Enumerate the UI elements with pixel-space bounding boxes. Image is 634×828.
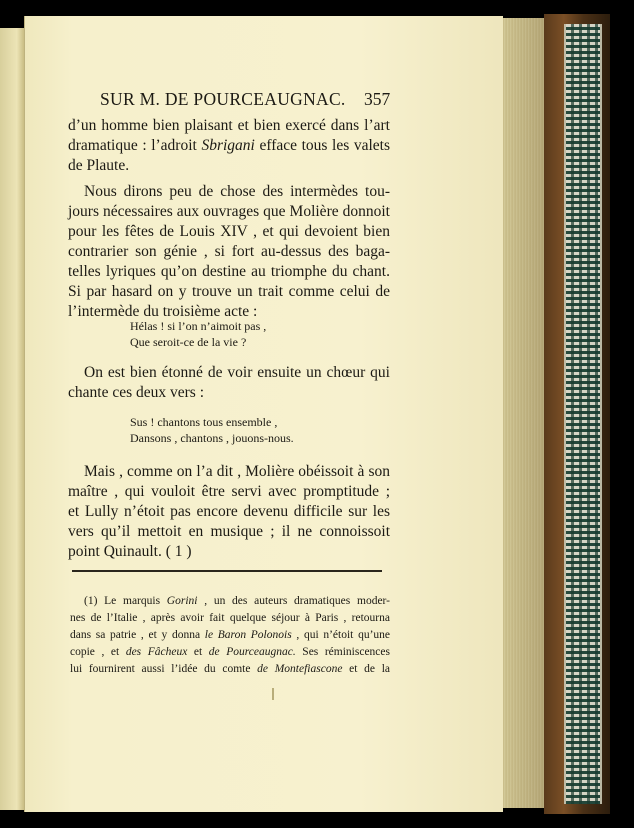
paragraph-line: telles lyriques qu’on destine au triomphe du chant. (68, 263, 390, 280)
paragraph-line: Nous dirons peu de chose des intermèdes tou- (84, 183, 390, 200)
footnote-rule (72, 570, 382, 572)
footnote-italic: de Montefiascone (257, 663, 343, 675)
footnote-text: Ses réminiscences (295, 646, 390, 658)
footnote-text: dans sa patrie , et y donna (70, 629, 205, 641)
paragraph-line: de Plaute. (68, 157, 130, 174)
paper-blemish (272, 688, 274, 700)
greek-key-border-ornament (564, 24, 602, 804)
verse-line: Hélas ! si l’on n’aimoit pas , (130, 319, 267, 333)
paragraph-line: On est bien étonné de voir ensuite un chœur qui (84, 364, 390, 381)
footnote-text: et (187, 646, 209, 658)
paragraph-line: d’un homme bien plaisant et bien exercé dans l’art (68, 117, 390, 134)
page-block-edges (500, 18, 547, 808)
paragraph-line: Mais , comme on l’a dit , Molière obéissoit à son (84, 463, 390, 480)
paragraph-line: jours nécessaires aux ouvrages que Molière donnoit (68, 203, 390, 220)
footnote-text: lui fournirent aussi l’idée du comte (70, 663, 258, 675)
paragraph-line: et Lully n’étoit pas encore devenu difficile sur les (68, 503, 390, 520)
footnote-line (70, 661, 390, 678)
paragraph-line: chante ces deux vers : (68, 384, 204, 401)
footnote-line (70, 627, 390, 644)
footnote-italic: Gorini (166, 595, 198, 607)
verse-line: Sus ! chantons tous ensemble , (130, 415, 278, 429)
verse-line: Dansons , chantons , jouons-nous. (130, 431, 294, 445)
footnote-line (70, 644, 390, 661)
paragraph-line: maître , qui vouloit être servi avec promptitude ; (68, 483, 390, 500)
paragraph-line: pour les fêtes de Louis XIV , et qui devoient bien (68, 223, 390, 240)
paragraph-line: l’intermède du troisième acte : (68, 303, 258, 320)
paragraph-line: vers qu’il mettoit en musique ; il ne connoissoit (68, 523, 390, 540)
verse-line: Que seroit-ce de la vie ? (130, 335, 247, 349)
footnote-text: , qui n’étoit qu’une (291, 629, 391, 641)
footnote-italic: des Fâcheux (125, 646, 188, 658)
book-cover-spine (544, 14, 610, 814)
footnote-italic: de Pourceaugnac. (208, 646, 296, 658)
paragraph-line: point Quinault. ( 1 ) (68, 543, 192, 560)
running-head: SUR M. DE POURCEAUGNAC. (100, 89, 346, 109)
paragraph-line: Si par hasard on y trouve un trait comme celui de (68, 283, 390, 300)
facing-page-edge (0, 28, 25, 810)
footnote-text: , un des auteurs dramatiques moder- (197, 595, 390, 607)
paragraph-line-text: dramatique : l’adroit Sbrigani efface tous les valets (68, 137, 390, 154)
paragraph-line: contrarier son génie , si fort au-dessus des baga- (68, 243, 390, 260)
footnote-line: nes de l’Italie , après avoir fait quelque séjour à Paris , retourna (70, 612, 390, 624)
footnote-text: (1) Le marquis (84, 595, 167, 607)
page-number: 357 (364, 89, 391, 109)
footnote-italic: le Baron Polonois (204, 629, 292, 641)
footnote-text: et de la (342, 663, 390, 675)
footnote-line (84, 593, 390, 610)
footnote-text: copie , et (70, 646, 126, 658)
paragraph-line (68, 136, 390, 156)
